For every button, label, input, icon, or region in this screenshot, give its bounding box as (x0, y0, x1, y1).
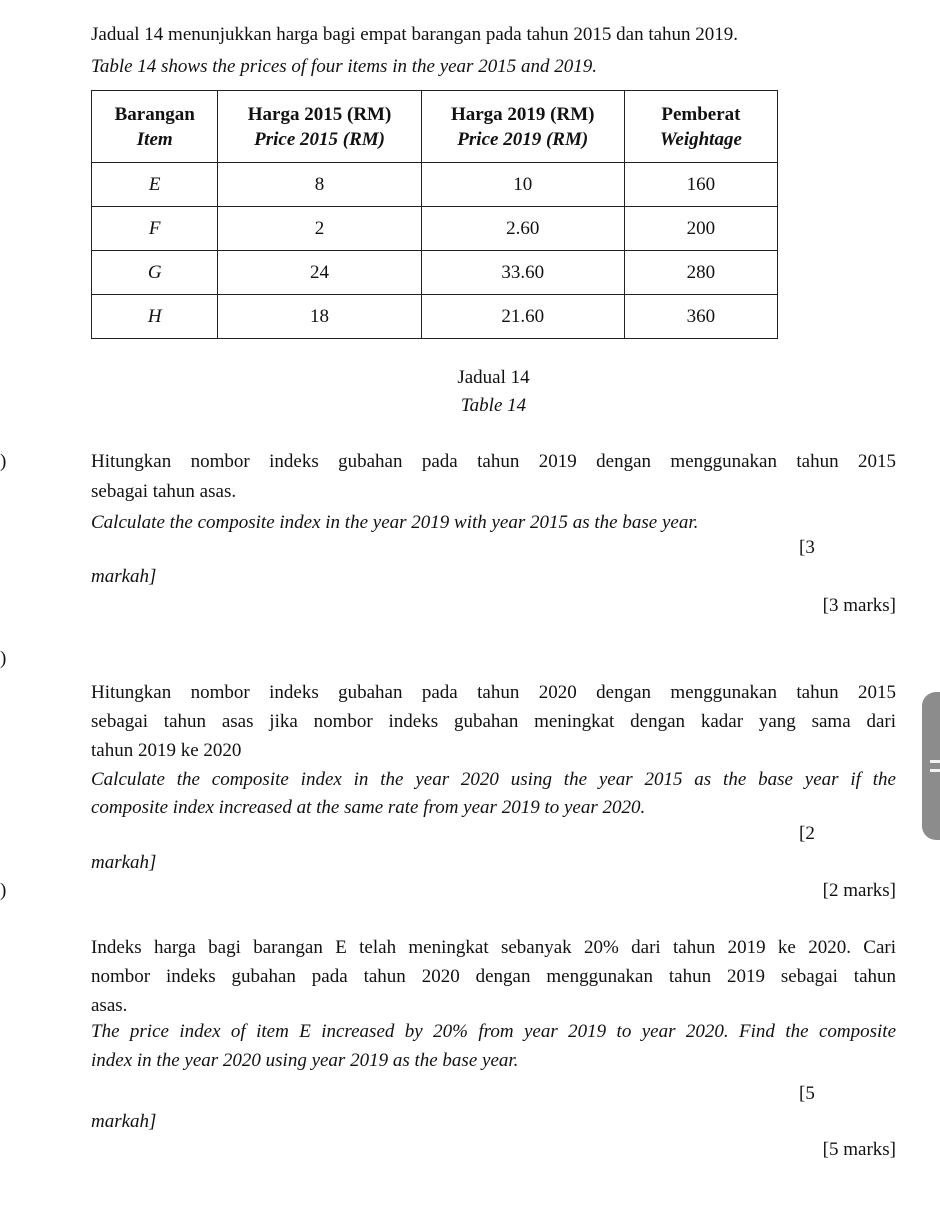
question-c-malay-line1: Indeks harga bagi barangan E telah meningkat sebanyak 20% dari tahun 2019 ke 2020. Cari (91, 937, 896, 958)
table-row (92, 295, 778, 339)
question-c-marks-malay-close: markah] (91, 1111, 157, 1132)
question-b-english-line2: composite index increased at the same rate from year 2019 to year 2020. (91, 797, 646, 818)
header-price-2019-en: Price 2019 (RM) (457, 128, 589, 150)
question-c-malay-line3: asas. (91, 995, 128, 1016)
header-weightage-ms: Pemberat (661, 103, 741, 125)
question-b-marks-english-text: [2 marks] (822, 880, 896, 901)
question-c-english-line2: index in the year 2020 using year 2019 as the base year. (91, 1050, 519, 1071)
header-price-2015-en: Price 2015 (RM) (254, 128, 385, 150)
question-a-marks-english (823, 595, 896, 617)
question-c-english-line1: The price index of item E increased by 20% from year 2019 to year 2020. Find the composite (91, 1021, 896, 1042)
cell-price-2019: 33.60 (421, 251, 624, 295)
intro-malay: Jadual 14 menunjukkan harga bagi empat barangan pada tahun 2015 dan tahun 2019. (91, 24, 739, 45)
cell-price-2019: 10 (421, 163, 624, 207)
table-header-row (92, 91, 778, 163)
question-b-marks-english (823, 880, 896, 902)
header-item-ms: Barangan (114, 103, 195, 125)
question-b-marks-malay-close: markah] (91, 852, 157, 873)
cell-item: H (92, 295, 218, 339)
cell-price-2019: 2.60 (421, 207, 624, 251)
question-b-marks-malay-open: [2 (799, 823, 815, 844)
header-price-2015 (218, 91, 421, 163)
question-b-malay-line3: tahun 2019 ke 2020 (91, 740, 242, 761)
table-caption-english: Table 14 (460, 395, 527, 416)
question-c-marks-english-text: [5 marks] (822, 1139, 896, 1160)
grip-line-icon (930, 760, 940, 763)
header-price-2019-ms: Harga 2019 (RM) (450, 103, 595, 125)
grip-line-icon (930, 769, 940, 772)
question-a-english: Calculate the composite index in the year 2019 with year 2015 as the base year. (91, 512, 699, 533)
cell-price-2019: 21.60 (421, 295, 624, 339)
header-price-2015-ms: Harga 2015 (RM) (247, 103, 392, 125)
header-weightage (624, 91, 777, 163)
side-scroll-handle[interactable] (922, 692, 940, 840)
cell-weightage: 160 (624, 163, 777, 207)
question-a-marks-malay-close: markah] (91, 566, 157, 587)
question-c-marks-english (823, 1139, 896, 1161)
cell-item: E (92, 163, 218, 207)
question-b-malay-line1: Hitungkan nombor indeks gubahan pada tahun 2020 dengan menggunakan tahun 2015 (91, 682, 896, 703)
question-a-marks-english-text: [3 marks] (822, 595, 896, 616)
header-weightage-en: Weightage (659, 128, 742, 150)
question-b-malay-line2: sebagai tahun asas jika nombor indeks gubahan meningkat dengan kadar yang sama dari (91, 711, 896, 732)
question-a-marks-malay-open: [3 (799, 537, 815, 558)
cell-item: G (92, 251, 218, 295)
header-item (92, 91, 218, 163)
question-c-label: ) (0, 880, 7, 901)
cell-price-2015: 18 (218, 295, 421, 339)
question-c-marks-malay-open: [5 (799, 1083, 815, 1104)
intro-english: Table 14 shows the prices of four items in the year 2015 and 2019. (91, 56, 597, 77)
cell-item: F (92, 207, 218, 251)
header-item-en: Item (136, 128, 173, 150)
price-table (91, 90, 778, 339)
question-b-label: ) (0, 648, 7, 669)
cell-price-2015: 8 (218, 163, 421, 207)
question-a-label: ) (0, 451, 7, 472)
question-c-malay-line2: nombor indeks gubahan pada tahun 2020 dengan menggunakan tahun 2019 sebagai tahun (91, 966, 896, 987)
question-a-malay-line2: sebagai tahun asas. (91, 481, 237, 502)
question-b-english-line1: Calculate the composite index in the year 2020 using the year 2015 as the base year if the (91, 769, 896, 790)
cell-price-2015: 24 (218, 251, 421, 295)
table-caption-malay: Jadual 14 (457, 367, 530, 388)
cell-weightage: 200 (624, 207, 777, 251)
question-a-malay-line1: Hitungkan nombor indeks gubahan pada tahun 2019 dengan menggunakan tahun 2015 (91, 451, 896, 472)
table-row (92, 251, 778, 295)
table-row (92, 207, 778, 251)
cell-weightage: 280 (624, 251, 777, 295)
cell-weightage: 360 (624, 295, 777, 339)
table-row (92, 163, 778, 207)
header-price-2019 (421, 91, 624, 163)
cell-price-2015: 2 (218, 207, 421, 251)
